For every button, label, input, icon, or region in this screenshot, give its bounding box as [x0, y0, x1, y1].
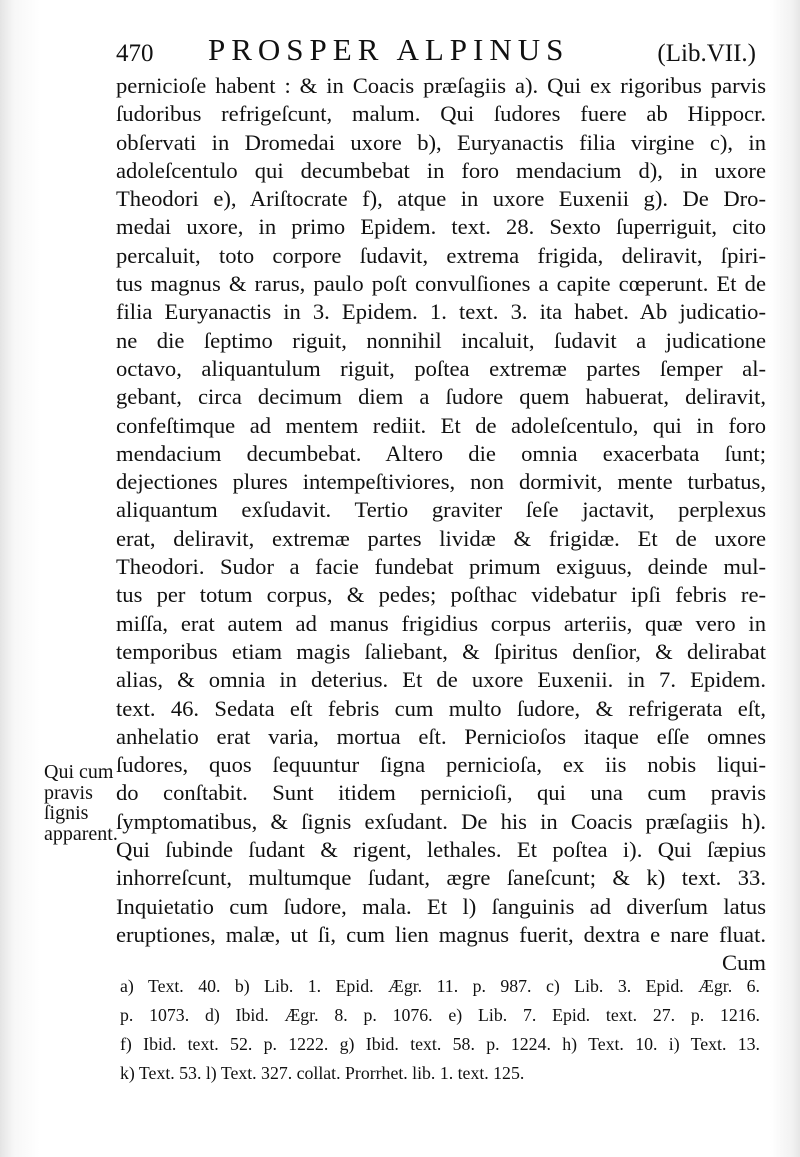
text-line: obſervati in Dromedai uxore b), Euryanactis filia virgine c), in — [116, 129, 766, 155]
text-line: inhorreſcunt, multumque ſudant, ægre ſaneſcunt; & k) text. 33. — [116, 865, 766, 891]
text-line: ſudores, quos ſequuntur ſigna pernicioſa, ex iis nobis liqui- — [116, 752, 766, 778]
running-title: PROSPER ALPINUS — [208, 32, 570, 67]
main-text — [116, 72, 766, 978]
text-line: confeſtimque ad mentem rediit. Et de adoleſcentulo, qui in foro — [116, 412, 766, 438]
text-line: adoleſcentulo qui decumbebat in foro mendacium d), in uxore — [116, 157, 766, 183]
footnote-line: a) Text. 40. b) Lib. 1. Epid. Ægr. 11. p. 987. c) Lib. 3. Epid. Ægr. 6. — [120, 976, 760, 996]
text-line: filia Euryanactis in 3. Epidem. 1. text. 3. ita habet. Ab judicatio- — [116, 299, 766, 325]
margin-note-line: pravis — [44, 781, 93, 804]
footnote-line: f) Ibid. text. 52. p. 1222. g) Ibid. text. 58. p. 1224. h) Text. 10. i) Text. 13. — [120, 1034, 760, 1054]
text-line: Theodori e), Ariſtocrate f), atque in uxore Euxenii g). De Dro- — [116, 186, 766, 212]
text-line: medai uxore, in primo Epidem. text. 28. Sexto ſuperriguit, cito — [116, 214, 766, 240]
margin-note-line: apparent. — [44, 822, 118, 845]
page-header — [116, 26, 756, 72]
text-line: ne die ſeptimo riguit, nonnihil incaluit, ſudavit a judicatione — [116, 327, 766, 353]
text-line: tus per totum corpus, & pedes; poſthac videbatur ipſi febris re- — [116, 582, 766, 608]
text-line: dejectiones plures intempeſtiviores, non dormivit, mente turbatus, — [116, 469, 766, 495]
text-line: pernicioſe habent : & in Coacis præſagiis a). Qui ex rigoribus parvis — [116, 73, 766, 98]
text-line: aliquantum exſudavit. Tertio graviter ſeſe jactavit, perplexus — [116, 497, 766, 523]
footnotes — [120, 972, 760, 1088]
text-line: ſudoribus refrigeſcunt, malum. Qui ſudores fuere ab Hippocr. — [116, 101, 766, 127]
text-line: Qui ſubinde ſudant & rigent, lethales. Et poſtea i). Qui ſæpius — [116, 837, 766, 863]
text-line: miſſa, erat autem ad manus frigidius corpus arteriis, quæ vero in — [116, 610, 766, 636]
margin-note-line: ſignis — [44, 802, 89, 824]
footnote-line: p. 1073. d) Ibid. Ægr. 8. p. 1076. e) Lib. 7. Epid. text. 27. p. 1216. — [120, 1005, 760, 1025]
text-line: temporibus etiam magis ſaliebant, & ſpiritus denſior, & delirabat — [116, 638, 766, 664]
text-line: percaluit, toto corpore ſudavit, extrema frigida, deliravit, ſpiri- — [116, 242, 766, 268]
text-line: tus magnus & rarus, paulo poſt convulſiones a capite cœperunt. Et de — [116, 271, 766, 297]
catchword: Cum — [722, 950, 766, 976]
text-line: alias, & omnia in deterius. Et de uxore Euxenii. in 7. Epidem. — [116, 667, 766, 693]
book-reference: (Lib.VII.) — [657, 40, 756, 67]
text-line: octavo, aliquantulum riguit, poſtea extremæ partes ſemper al- — [116, 355, 766, 381]
footnote-line: k) Text. 53. l) Text. 327. collat. Prorrhet. lib. 1. text. 125. — [120, 1063, 525, 1083]
text-line: gebant, circa decimum diem a ſudore quem habuerat, deliravit, — [116, 384, 766, 410]
margin-note-line: Qui cum — [44, 761, 114, 783]
text-line: erat, deliravit, extremæ partes lividæ & frigidæ. Et de uxore — [116, 525, 766, 551]
text-line: do conſtabit. Sunt itidem pernicioſi, qui una cum pravis — [116, 780, 766, 806]
text-line: Inquietatio cum ſudore, mala. Et l) ſanguinis ad diverſum latus — [116, 893, 766, 919]
text-line: eruptiones, malæ, ut ſi, cum lien magnus fuerit, dextra e nare fluat. — [116, 921, 766, 947]
page-number: 470 — [116, 40, 154, 67]
text-line: anhelatio erat varia, mortua eſt. Pernicioſos itaque eſſe omnes — [116, 723, 766, 749]
text-line: text. 46. Sedata eſt febris cum multo ſudore, & refrigerata eſt, — [116, 695, 766, 721]
text-line: mendacium decumbebat. Altero die omnia exacerbata ſunt; — [116, 440, 766, 466]
text-line: ſymptomatibus, & ſignis exſudant. De his in Coacis præſagiis h). — [116, 808, 766, 834]
text-line: Theodori. Sudor a facie fundebat primum exiguus, deinde mul- — [116, 554, 766, 580]
